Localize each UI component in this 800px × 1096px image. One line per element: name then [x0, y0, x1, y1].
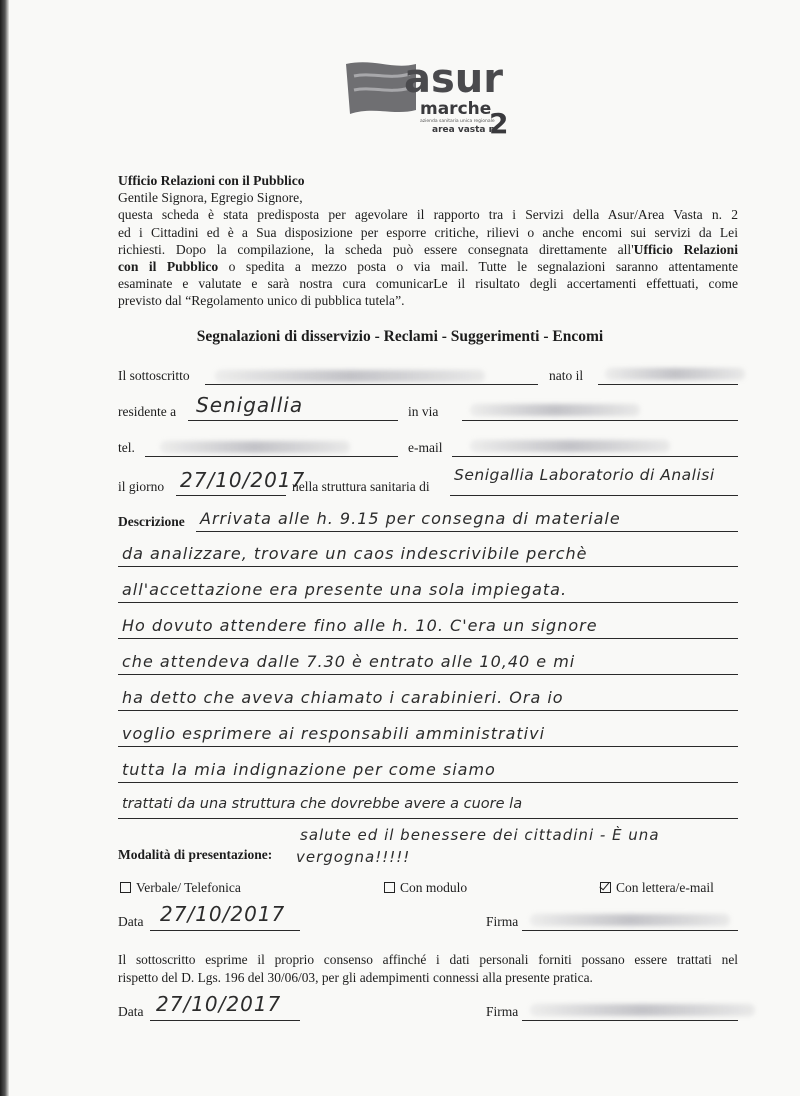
descrizione-line-4[interactable]: [118, 674, 738, 675]
struttura-label: nella struttura sanitaria di: [292, 479, 430, 494]
firma-line-2[interactable]: [522, 1020, 738, 1021]
descrizione-handwritten-5: ha detto che aveva chiamato i carabinieri. Ora io: [122, 688, 564, 707]
descrizione-line-7[interactable]: [118, 782, 738, 783]
consent-line-1: Il sottoscritto esprime il proprio consenso affinché i dati personali forniti possano essere trattati nel: [118, 952, 738, 967]
option-lettera[interactable]: [600, 880, 714, 896]
intro-line-6: previsto dal “Regolamento unico di pubblica tutela”.: [118, 293, 405, 309]
option-verbale[interactable]: [120, 880, 241, 896]
checkbox-lettera-checked[interactable]: [600, 882, 611, 893]
descrizione-handwritten-4: che attendeva dalle 7.30 è entrato alle 10,40 e mi: [122, 652, 576, 671]
descrizione-handwritten-10: vergogna!!!!!: [296, 848, 411, 866]
intro-line-4-bold: con il Pubblico: [118, 259, 219, 275]
option-modulo[interactable]: [384, 880, 467, 896]
descrizione-handwritten-0: Arrivata alle h. 9.15 per consegna di materiale: [200, 509, 621, 528]
redacted-email: [470, 440, 670, 452]
descrizione-line-1[interactable]: [118, 566, 738, 567]
tel-line[interactable]: [145, 456, 398, 457]
asur-logo-graphic: [344, 56, 509, 138]
option-verbale-label: Verbale/ Telefonica: [136, 880, 241, 895]
descrizione-handwritten-8: trattati da una struttura che dovrebbe avere a cuore la: [122, 796, 523, 812]
residente-label: residente a: [118, 404, 177, 419]
intro-line-4: [118, 258, 738, 275]
data-line-1[interactable]: [150, 930, 300, 931]
struttura-line[interactable]: [450, 495, 738, 496]
consent-text: [118, 951, 738, 987]
nato-label: nato il: [549, 368, 584, 383]
office-title: Ufficio Relazioni con il Pubblico: [118, 173, 305, 188]
descrizione-line-3[interactable]: [118, 638, 738, 639]
data-label-1: Data: [118, 914, 144, 929]
firma-label-1: Firma: [486, 914, 519, 929]
data-handwritten-2: 27/10/2017: [156, 992, 282, 1016]
intro-line-3: [118, 241, 738, 258]
modalita-label: Modalità di presentazione:: [118, 847, 273, 862]
firma-line-1[interactable]: [522, 930, 738, 931]
logo-brand-text: asur: [404, 56, 504, 102]
intro-line-1: questa scheda è stata predisposta per agevolare il rapporto tra i Servizi della Asur/Area Vasta n. 2: [118, 207, 738, 223]
logo-wave-highlight-2: [354, 88, 410, 90]
data-line-2[interactable]: [150, 1020, 300, 1021]
logo-region-text: marche: [420, 99, 492, 119]
giorno-line[interactable]: [176, 495, 286, 496]
logo-tagline-text: azienda sanitaria unica regionale: [420, 119, 495, 124]
logo-area-number: 2: [489, 107, 509, 138]
sottoscritto-line[interactable]: [205, 384, 538, 385]
form-title: Segnalazioni di disservizio - Reclami - Suggerimenti - Encomi: [196, 328, 604, 345]
descrizione-handwritten-9: salute ed il benessere dei cittadini - È una: [300, 826, 660, 844]
redacted-phone: [160, 441, 350, 453]
descrizione-handwritten-3: Ho dovuto attendere fino alle h. 10. C'era un signore: [122, 616, 598, 635]
descrizione-label: Descrizione: [118, 514, 185, 529]
redacted-birthdate: [605, 368, 745, 380]
firma-label-2: Firma: [486, 1004, 519, 1019]
via-line[interactable]: [462, 420, 738, 421]
greeting: Gentile Signora, Egregio Signore,: [118, 190, 303, 206]
struttura-handwritten: Senigallia Laboratorio di Analisi: [454, 466, 715, 484]
consent-line-2: rispetto del D. Lgs. 196 del 30/06/03, per gli adempimenti connessi alla presente pratica.: [118, 970, 593, 985]
descrizione-line-2[interactable]: [118, 602, 738, 603]
descrizione-line-5[interactable]: [118, 710, 738, 711]
descrizione-line-6[interactable]: [118, 746, 738, 747]
intro-block: [118, 172, 738, 310]
descrizione-handwritten-6: voglio esprimere ai responsabili amministrativi: [122, 724, 546, 743]
redacted-street: [470, 404, 640, 416]
giorno-label: il giorno: [118, 479, 165, 494]
redacted-signature-1: [530, 914, 730, 926]
tel-label: tel.: [118, 440, 135, 455]
intro-line-3-bold: Ufficio Relazioni: [633, 241, 738, 257]
checkbox-modulo[interactable]: [384, 882, 395, 893]
descrizione-line-8[interactable]: [118, 818, 738, 819]
intro-line-4-text: o spedita a mezzo posta o via mail. Tutte le segnalazioni saranno attentamente: [218, 259, 738, 275]
descrizione-handwritten-2: all'accettazione era presente una sola impiegata.: [122, 580, 568, 599]
intro-line-2: ed i Cittadini ed è a Sua disposizione per esporre critiche, rilievi o anche encomi sui servizi da Lei: [118, 224, 738, 240]
email-label: e-mail: [408, 440, 443, 455]
giorno-handwritten: 27/10/2017: [180, 468, 306, 492]
redacted-signature-2: [530, 1004, 755, 1016]
descrizione-line-0[interactable]: [196, 531, 738, 532]
intro-line-3-text: richiesti. Dopo la compilazione, la scheda può essere consegnata direttamente all': [118, 241, 634, 257]
data-handwritten-1: 27/10/2017: [160, 902, 286, 926]
checkbox-verbale[interactable]: [120, 882, 131, 893]
logo-area-text: area vasta n.: [432, 125, 499, 135]
descrizione-handwritten-7: tutta la mia indignazione per come siamo: [122, 760, 496, 779]
scan-edge-shadow: [0, 0, 9, 1096]
sottoscritto-label: Il sottoscritto: [118, 368, 190, 383]
data-label-2: Data: [118, 1004, 144, 1019]
via-label: in via: [408, 404, 439, 419]
residente-line[interactable]: [188, 420, 398, 421]
option-modulo-label: Con modulo: [400, 880, 468, 895]
nato-line[interactable]: [598, 384, 738, 385]
redacted-name: [215, 370, 485, 382]
intro-line-5: esaminate e valutate e sarà nostra cura comunicarLe il risultato degli accertamenti effettuati, come: [118, 276, 738, 292]
descrizione-handwritten-1: da analizzare, trovare un caos indescrivibile perchè: [122, 544, 588, 563]
logo-wave-highlight: [354, 74, 410, 76]
asur-marche-logo: [344, 56, 509, 138]
option-lettera-label: Con lettera/e-mail: [616, 880, 714, 895]
residente-handwritten: Senigallia: [196, 393, 304, 417]
email-line[interactable]: [452, 456, 738, 457]
